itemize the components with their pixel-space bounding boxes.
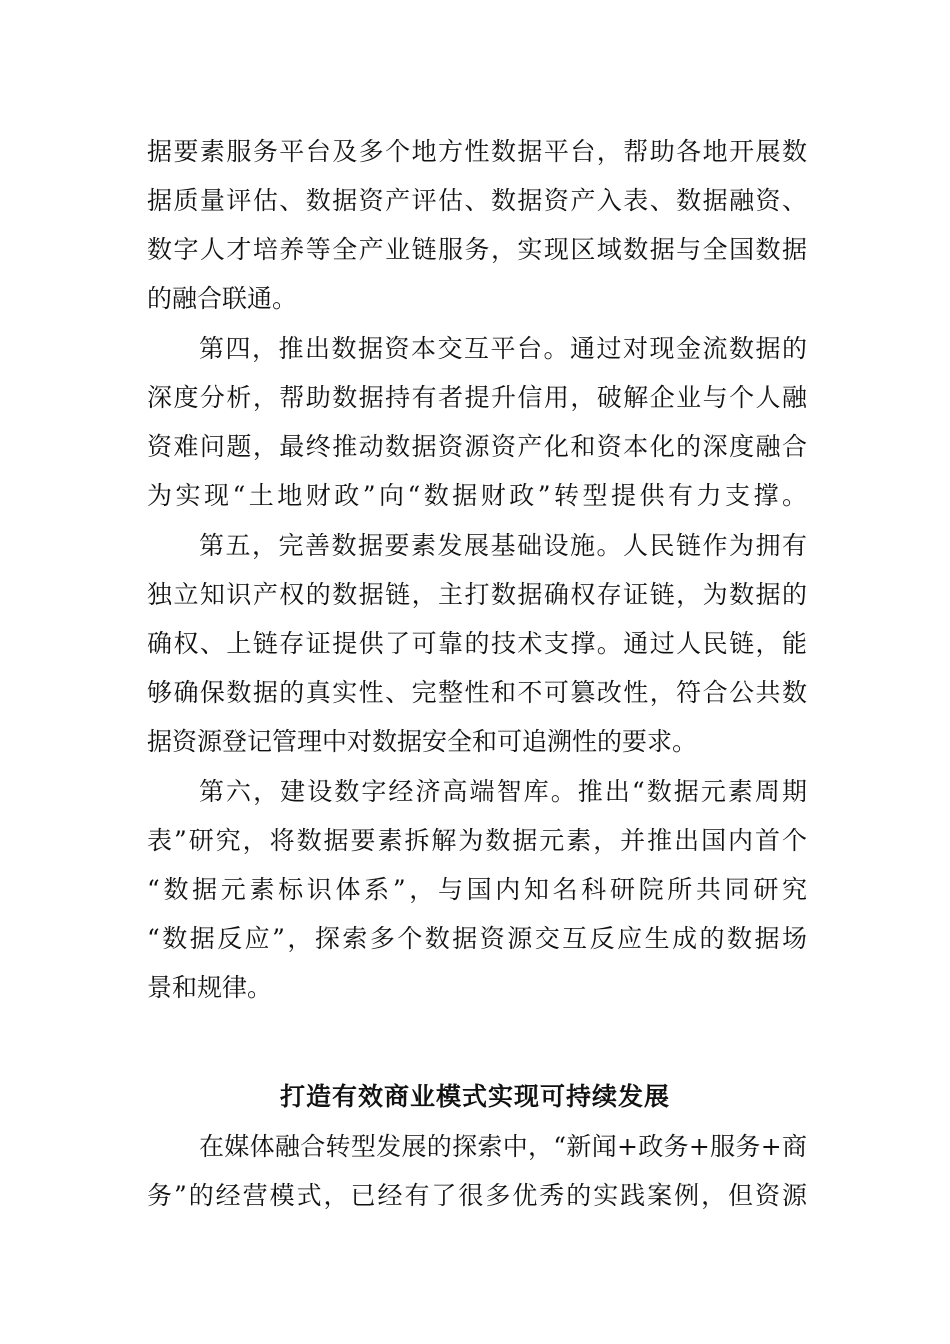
text-line: 务”的经营模式，已经有了很多优秀的实践案例，但资源 — [147, 1181, 807, 1210]
text-line: 够确保数据的真实性、完整性和不可篡改性，符合公共数 — [147, 678, 807, 707]
text-line: 的融合联通。 — [147, 284, 298, 313]
text-line: 深度分析，帮助数据持有者提升信用，破解企业与个人融 — [147, 383, 807, 412]
text-line: 据资源登记管理中对数据安全和可追溯性的要求。 — [147, 727, 698, 756]
text-line: 据质量评估、数据资产评估、数据资产入表、数据融资、 — [147, 186, 807, 215]
text-line: 资难问题，最终推动数据资源资产化和资本化的深度融合 — [147, 432, 807, 461]
text-line: 在媒体融合转型发展的探索中，“新闻+政务+服务+商 — [199, 1132, 807, 1161]
section-heading: 打造有效商业模式实现可持续发展 — [279, 1082, 670, 1111]
text-line: 独立知识产权的数据链，主打数据确权存证链，为数据的 — [147, 580, 807, 609]
text-line: “数据反应”，探索多个数据资源交互反应生成的数据场 — [147, 924, 807, 953]
text-line: 确权、上链存证提供了可靠的技术支撑。通过人民链，能 — [147, 629, 807, 658]
text-line: 表”研究，将数据要素拆解为数据元素，并推出国内首个 — [147, 826, 807, 855]
text-line: 景和规律。 — [147, 973, 273, 1002]
text-line: 第五，完善数据要素发展基础设施。人民链作为拥有 — [199, 531, 807, 560]
text-line: 据要素服务平台及多个地方性数据平台，帮助各地开展数 — [147, 137, 807, 166]
text-line: 为实现“土地财政”向“数据财政”转型提供有力支撑。 — [147, 481, 807, 510]
text-line: “数据元素标识体系”，与国内知名科研院所共同研究 — [147, 875, 807, 904]
text-line: 第四，推出数据资本交互平台。通过对现金流数据的 — [199, 334, 807, 363]
text-line: 第六，建设数字经济高端智库。推出“数据元素周期 — [199, 777, 807, 806]
text-line: 数字人才培养等全产业链服务，实现区域数据与全国数据 — [147, 235, 807, 264]
